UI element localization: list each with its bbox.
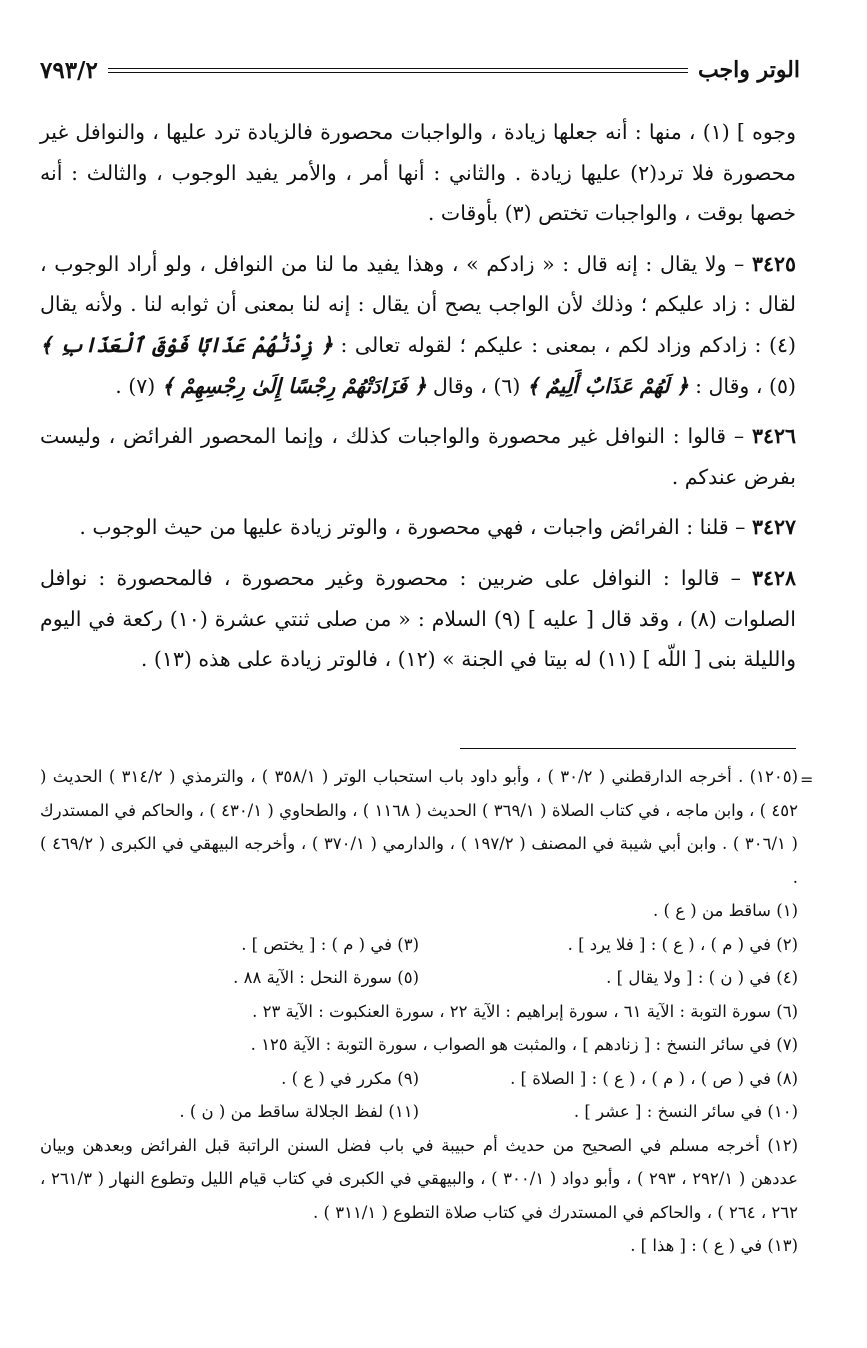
quran-verse: ﴿ فَزَادَتْهُمْ رِجْسًا إِلَىٰ رِجْسِهِمْ ﴾	[161, 373, 427, 398]
footnote-4: (٤) في ( ن ) : [ ولا يقال ] .	[606, 968, 798, 987]
paragraph-3425	[40, 244, 796, 406]
paragraph-3426	[40, 416, 796, 497]
chapter-title: الوتر واجب	[697, 57, 800, 83]
footnote-10: (١٠) في سائر النسخ : [ عشر ] .	[573, 1102, 798, 1121]
footnote-separator	[460, 748, 796, 749]
footnotes	[40, 760, 798, 1263]
header-rule	[108, 68, 688, 73]
continuation-mark: =	[800, 770, 814, 789]
paragraph-text: (٥) ، وقال :	[688, 373, 796, 398]
footnote-continued: (١٢٠٥) . أخرجه الدارقطني ( ٣٠/٢ ) ، وأبو داود باب استحباب الوتر ( ٣٥٨/١ ) ، والترمذي ( ٣١٤/٢ ) الحديث ( ٤٥٢ ) ، وابن ماجه ، في كتاب الصلاة ( ٣٦٩/١ ) الحديث ( ١١٦٨ ) ، والطحاوي ( ٤٣٠/١ ) ، والحاكم في المستدرك ( ٣٠٦/١ ) . وابن أبي شيبة في المصنف ( ١٩٧/٢ ) ، والدارمي ( ٣٧٠/١ ) ، وأخرجه البيهقي في الكبرى ( ٤٦٩/٢ ) .	[40, 767, 798, 887]
footnote-11: (١١) لفظ الجلالة ساقط من ( ن ) .	[179, 1102, 419, 1121]
paragraph-text: – قالوا : النوافل على ضربين : محصورة وغير محصورة ، فالمحصورة : نوافل الصلوات (٨) ، وقد قال [ عليه ] (٩) السلام : « من صلى ثنتي عشرة (١٠) ركعة في اليوم والليلة بنى [ اللّه ] (١١) له بيتا في الجنة » (١٢) ، فالوتر زيادة على هذه (١٣) .	[40, 565, 796, 672]
issue-number: ٣٤٢٧	[751, 515, 796, 540]
footnote-row	[40, 894, 798, 928]
footnote-3: (٣) في ( م ) : [ يختص ] .	[241, 934, 419, 954]
footnote-8: (٨) في ( ص ) ، ( م ) ، ( ع ) : [ الصلاة ] .	[510, 1068, 798, 1088]
footnote-2: (٢) في ( م ) ، ( ع ) : [ فلا يرد ] .	[567, 934, 798, 954]
paragraph-text: – قالوا : النوافل غير محصورة والواجبات كذلك ، وإنما المحصور الفرائض ، وليست بفرض عندكم .	[40, 424, 796, 489]
footnote-6: (٦) سورة التوبة : الآية ٦١ ، سورة إبراهيم : الآية ٢٢ ، سورة العنكبوت : الآية ٢٣ .	[252, 1001, 798, 1021]
footnote-row	[40, 1095, 798, 1129]
footnote-7: (٧) في سائر النسخ : [ زنادهم ] ، والمثبت هو الصواب ، سورة التوبة : الآية ١٢٥ .	[250, 1035, 798, 1054]
quran-verse: ﴿ زِدْنَٰهُمْ عَذَابًا فَوْقَ ٱلْعَذَابِ ﴾	[40, 332, 333, 357]
footnote-row	[40, 928, 798, 962]
issue-number: ٣٤٢٦	[751, 424, 796, 449]
issue-number: ٣٤٢٥	[751, 251, 796, 276]
paragraph-3428	[40, 558, 796, 680]
paragraph-text: (٧) .	[115, 373, 162, 398]
footnote-row	[40, 1062, 798, 1096]
quran-verse: ﴿ لَهُمْ عَذَابٌ أَلِيمٌ ﴾	[526, 373, 689, 398]
main-text	[40, 112, 796, 690]
footnote-5: (٥) سورة النحل : الآية ٨٨ .	[233, 968, 419, 987]
footnote-13: (١٣) في ( ع ) : [ هذا ] .	[630, 1236, 798, 1255]
issue-number: ٣٤٢٨	[751, 565, 796, 590]
paragraph-continuation: وجوه ] (١) ، منها : أنه جعلها زيادة ، والواجبات محصورة فالزيادة ترد عليها ، والنوافل غير محصورة فلا ترد(٢) عليها زيادة . والثاني : أنها أمر ، والأمر يفيد الوجوب ، والثالث : أنه خصها بوقت ، والواجبات تختص (٣) بأوقات .	[40, 120, 796, 226]
footnote-row	[40, 961, 798, 995]
footnote-12: (١٢) أخرجه مسلم في الصحيح من حديث أم حبيبة في باب فضل السنن الراتبة قبل الفرائض وبعدهن وبيان عددهن ( ٢٩٢/١ ، ٢٩٣ ) ، وأبو دواد ( ٣٠٠/١ ) ، والبيهقي في الكبرى في كتاب قيام الليل وتطوع النهار ( ٢٦١/٣ ، ٢٦٢ ، ٢٦٤ ) ، والحاكم في المستدرك في كتاب صلاة التطوع ( ٣١١/١ ) .	[40, 1135, 798, 1222]
footnote-9: (٩) مكرر في ( ع ) .	[281, 1068, 419, 1088]
paragraph-text: – ولا يقال : إنه قال : « زادكم » ، وهذا يفيد ما لنا من النوافل ، ولو أراد الوجوب ، لقال : زاد عليكم ؛ وذلك لأن الواجب يصح أن يقال : إنه لنا بمعنى أن ثوابه لنا . ولأنه يقال (٤) : زادكم وزاد لكم ، بمعنى : عليكم ؛ لقوله تعالى :	[40, 251, 796, 357]
page-number: ٧٩٣/٢	[40, 56, 98, 84]
running-header	[40, 50, 800, 90]
paragraph-3427	[40, 507, 796, 548]
paragraph-text: (٦) ، وقال	[426, 373, 527, 398]
paragraph-text: – قلنا : الفرائض واجبات ، فهي محصورة ، والوتر زيادة عليها من حيث الوجوب .	[79, 515, 752, 540]
footnote-1: (١) ساقط من ( ع ) .	[653, 901, 798, 920]
